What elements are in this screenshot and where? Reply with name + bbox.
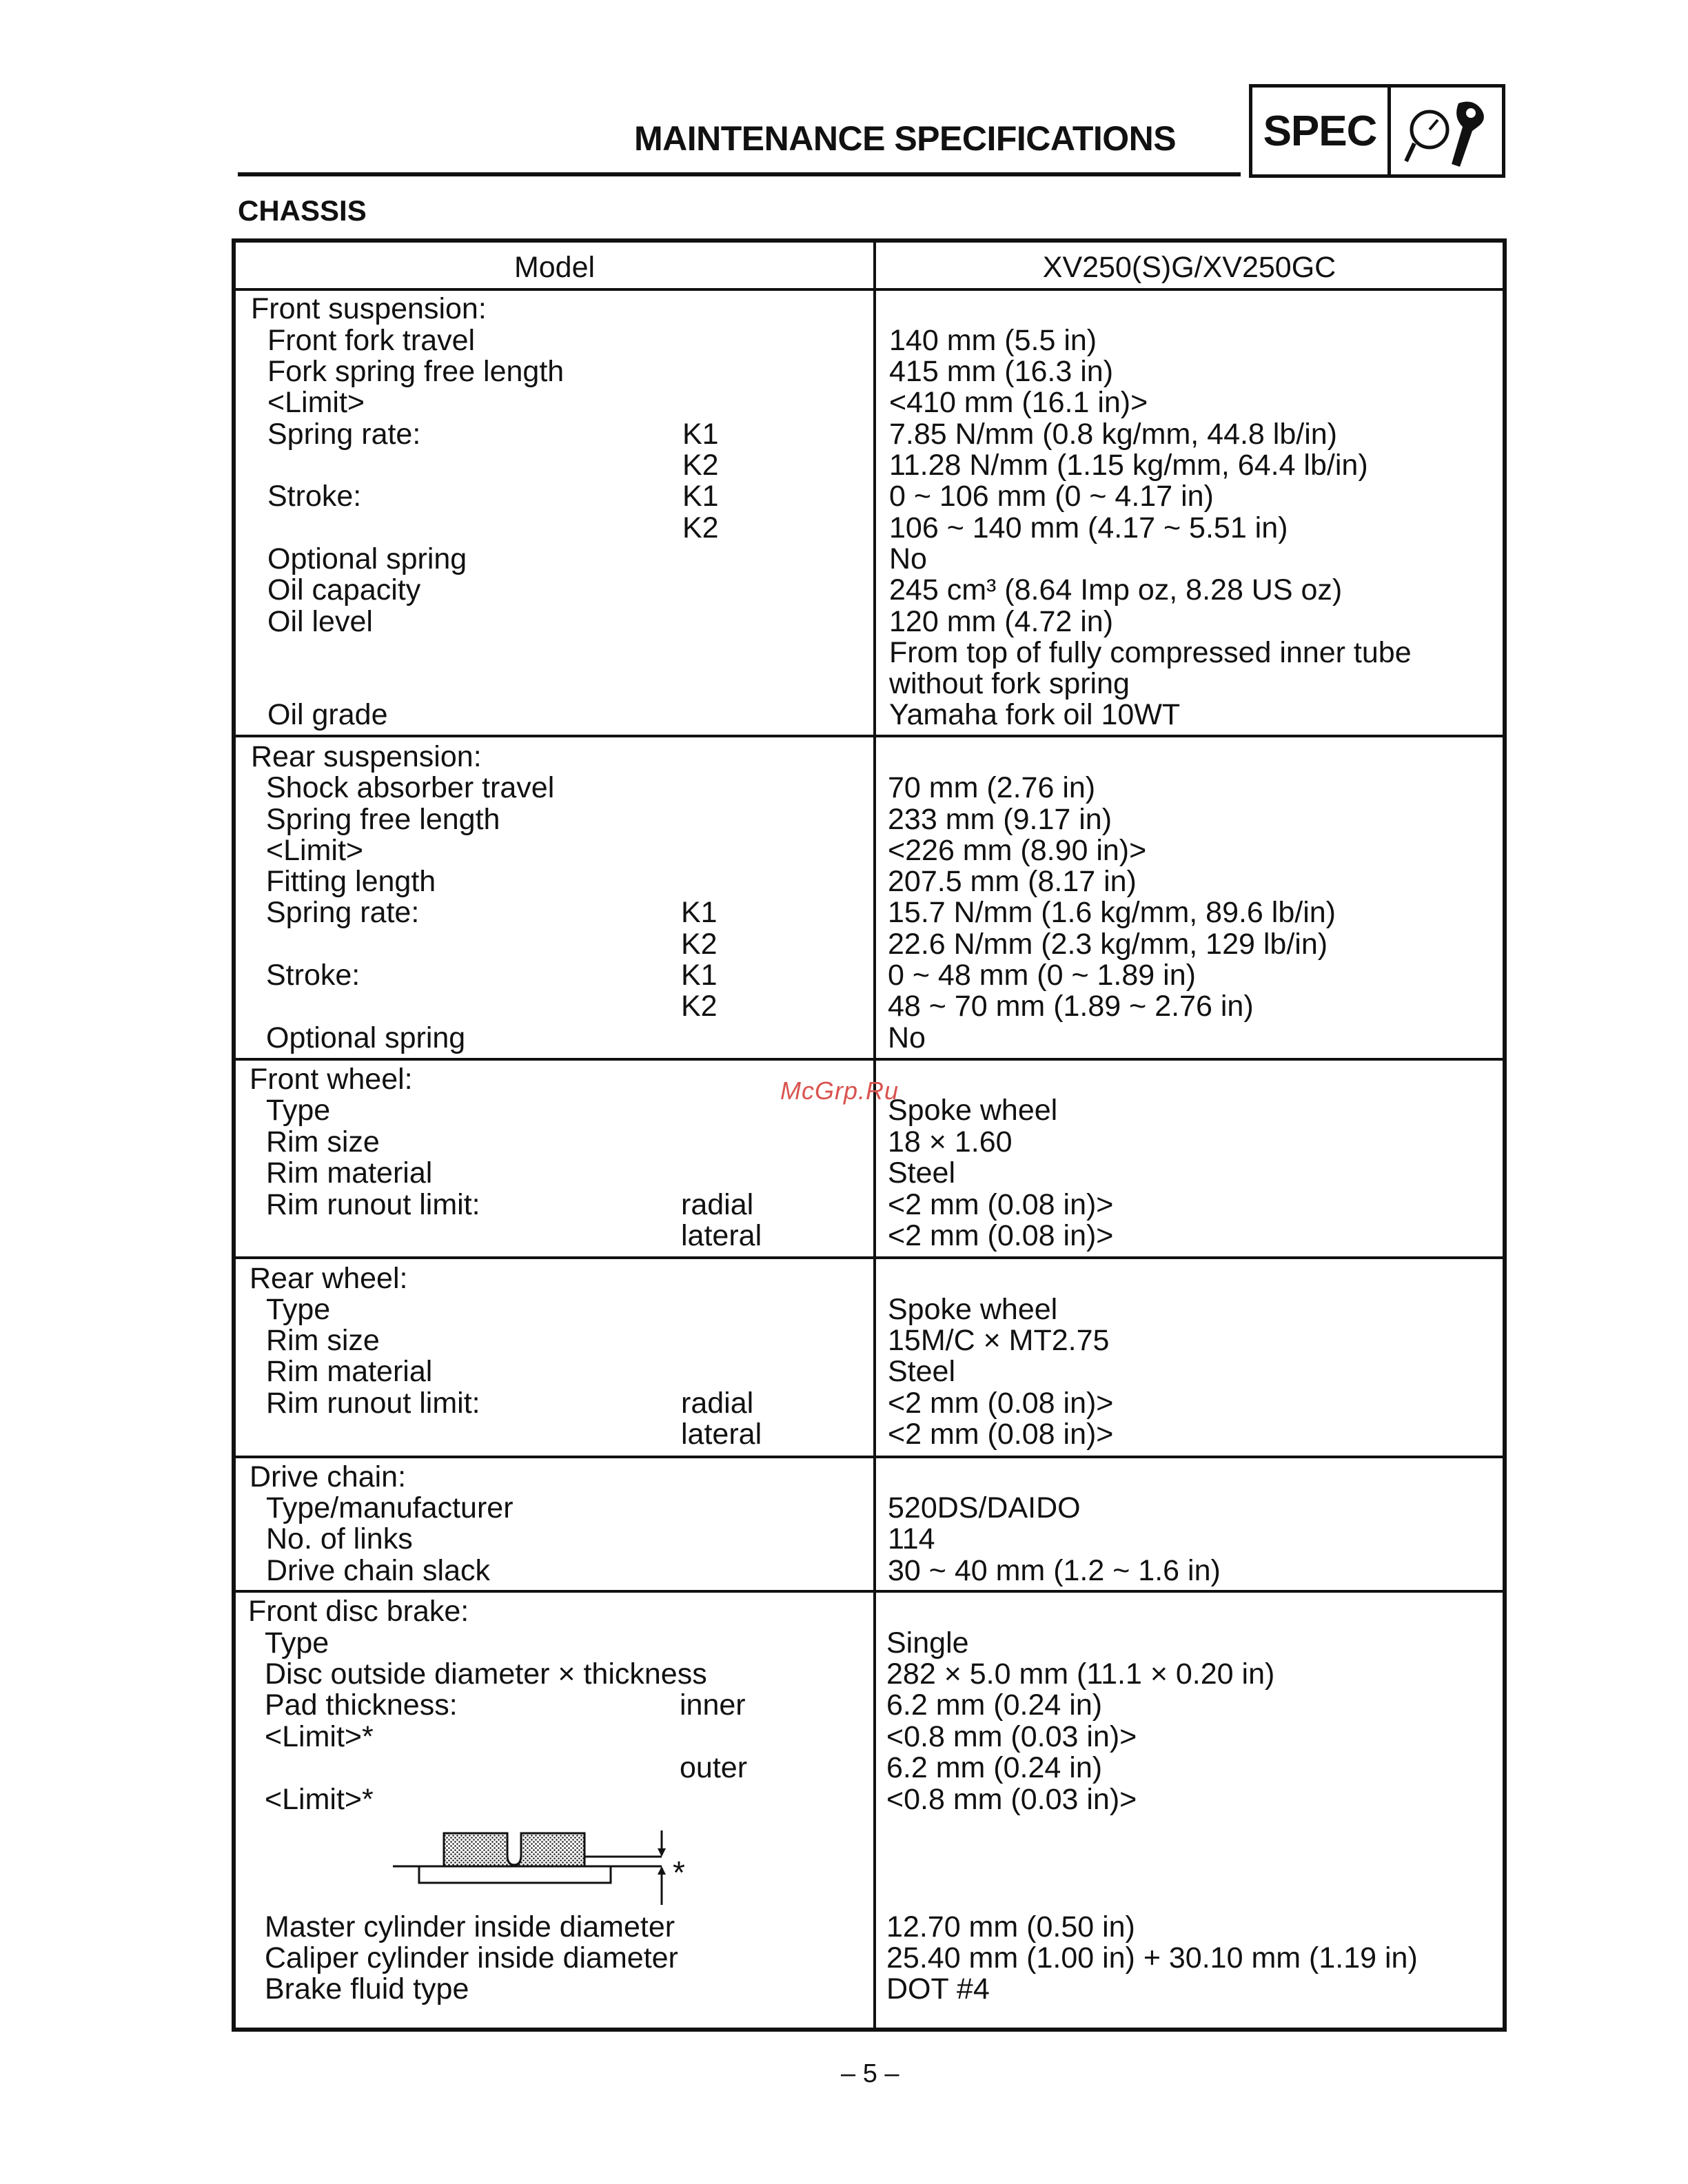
row-sub: K1 [681, 959, 718, 992]
row-value: 0 ~ 48 mm (0 ~ 1.89 in) [888, 959, 1196, 992]
spec-badge [1249, 84, 1505, 178]
row-value: <2 mm (0.08 in)> [888, 1418, 1114, 1451]
row-label: <Limit> [267, 386, 365, 419]
group-title: Front suspension: [251, 292, 487, 325]
row-value: <410 mm (16.1 in)> [889, 386, 1148, 419]
group-title: Front wheel: [250, 1063, 413, 1096]
row-label: Spring free length [266, 803, 500, 836]
row-label: Caliper cylinder inside diameter [265, 1941, 678, 1974]
row-value: 11.28 N/mm (1.15 kg/mm, 64.4 lb/in) [889, 449, 1368, 482]
row-value: 120 mm (4.72 in) [889, 605, 1114, 638]
row-value: <2 mm (0.08 in)> [888, 1219, 1114, 1252]
row-label: Drive chain slack [266, 1554, 490, 1587]
row-label: Optional spring [267, 542, 467, 575]
row-value: 15M/C × MT2.75 [888, 1324, 1110, 1357]
row-value: 207.5 mm (8.17 in) [888, 865, 1137, 898]
row-label: Rim runout limit: [266, 1188, 480, 1221]
row-value: 0 ~ 106 mm (0 ~ 4.17 in) [889, 480, 1214, 513]
row-label: Optional spring [266, 1021, 466, 1054]
row-label: Fork spring free length [267, 355, 565, 388]
group-divider [236, 1456, 1503, 1458]
row-label: Oil level [267, 605, 373, 638]
row-value: <226 mm (8.90 in)> [888, 834, 1147, 867]
row-label: Rim size [266, 1125, 380, 1159]
row-label: Oil grade [267, 698, 388, 731]
row-label: Rim material [266, 1156, 433, 1190]
row-value: 233 mm (9.17 in) [888, 803, 1112, 836]
title-underline [238, 172, 1241, 176]
row-sub: inner [680, 1688, 746, 1722]
spec-badge-label: SPEC [1252, 88, 1391, 174]
row-label: Pad thickness: [265, 1688, 458, 1722]
group-title: Drive chain: [250, 1460, 407, 1493]
row-sub: outer [680, 1751, 748, 1784]
row-label: Disc outside diameter × thickness [265, 1657, 707, 1691]
row-value: Yamaha fork oil 10WT [889, 698, 1181, 731]
row-sub: radial [681, 1387, 754, 1420]
brake-pad-diagram [386, 1830, 703, 1923]
row-label: Type [266, 1094, 331, 1127]
row-value: No [888, 1021, 926, 1054]
row-label: Master cylinder inside diameter [265, 1910, 675, 1943]
page-title: MAINTENANCE SPECIFICATIONS [634, 119, 1177, 158]
row-value: 70 mm (2.76 in) [888, 771, 1096, 804]
group-title: Rear wheel: [250, 1262, 408, 1295]
row-value: DOT #4 [886, 1972, 990, 2006]
row-label: Stroke: [266, 959, 360, 992]
row-value: 6.2 mm (0.24 in) [886, 1751, 1103, 1784]
page-number: – 5 – [841, 2059, 899, 2088]
header-divider [236, 288, 1503, 291]
row-label: Fitting length [266, 865, 436, 898]
section-title: CHASSIS [238, 194, 367, 227]
row-label: Front fork travel [267, 324, 476, 357]
row-value: 22.6 N/mm (2.3 kg/mm, 129 lb/in) [888, 928, 1328, 961]
group-title: Front disc brake: [248, 1595, 469, 1628]
group-divider [236, 735, 1503, 737]
row-sub: K1 [682, 480, 719, 513]
row-label: Brake fluid type [265, 1972, 469, 2006]
row-value: 18 × 1.60 [888, 1125, 1013, 1159]
row-value: 30 ~ 40 mm (1.2 ~ 1.6 in) [888, 1554, 1221, 1587]
row-value: without fork spring [889, 667, 1130, 700]
row-value: 15.7 N/mm (1.6 kg/mm, 89.6 lb/in) [888, 896, 1336, 929]
row-sub: K2 [681, 928, 718, 961]
row-sub: K2 [682, 449, 719, 482]
group-divider [236, 1256, 1503, 1259]
group-divider [236, 1590, 1503, 1593]
row-value: 140 mm (5.5 in) [889, 324, 1097, 357]
row-value: <0.8 mm (0.03 in)> [886, 1783, 1137, 1816]
row-label: <Limit> [266, 834, 364, 867]
row-label: No. of links [266, 1522, 413, 1555]
model-header: Model [513, 251, 596, 284]
diagram-asterisk: * [673, 1855, 685, 1890]
row-label: <Limit>* [265, 1783, 374, 1816]
row-value: 106 ~ 140 mm (4.17 ~ 5.51 in) [889, 511, 1288, 544]
row-value: 520DS/DAIDO [888, 1491, 1081, 1524]
row-label: Type [265, 1626, 329, 1660]
row-label: Stroke: [267, 480, 362, 513]
row-value: 48 ~ 70 mm (1.89 ~ 2.76 in) [888, 990, 1254, 1023]
value-header: XV250(S)G/XV250GC [1042, 251, 1336, 284]
spec-table [232, 238, 1507, 2032]
row-value: No [889, 542, 927, 575]
row-sub: lateral [681, 1219, 762, 1252]
row-label: Rim size [266, 1324, 380, 1357]
row-label: Type/manufacturer [266, 1491, 513, 1524]
row-value: 114 [888, 1522, 935, 1555]
row-value: 282 × 5.0 mm (11.1 × 0.20 in) [886, 1657, 1275, 1691]
row-value: 415 mm (16.3 in) [889, 355, 1114, 388]
column-divider [873, 243, 876, 2028]
group-title: Rear suspension: [251, 740, 482, 773]
row-sub: radial [681, 1188, 754, 1221]
row-label: Oil capacity [267, 573, 421, 606]
row-value: Steel [888, 1355, 956, 1388]
row-value: <2 mm (0.08 in)> [888, 1387, 1114, 1420]
row-value: 12.70 mm (0.50 in) [886, 1910, 1135, 1943]
watermark-text: McGrp.Ru [780, 1076, 899, 1105]
row-label: Rim runout limit: [266, 1387, 480, 1420]
row-value: 6.2 mm (0.24 in) [886, 1688, 1103, 1722]
row-value: Single [886, 1626, 969, 1660]
row-label: Shock absorber travel [266, 771, 555, 804]
gauge-wrench-icon [1391, 88, 1502, 174]
row-value: <2 mm (0.08 in)> [888, 1188, 1114, 1221]
row-label: Rim material [266, 1355, 433, 1388]
row-sub: K1 [681, 896, 718, 929]
row-value: From top of fully compressed inner tube [889, 636, 1412, 669]
row-label: <Limit>* [265, 1720, 374, 1753]
row-value: 245 cm³ (8.64 Imp oz, 8.28 US oz) [889, 573, 1343, 606]
row-value: 7.85 N/mm (0.8 kg/mm, 44.8 lb/in) [889, 418, 1337, 451]
group-divider [236, 1058, 1503, 1061]
row-sub: K2 [681, 990, 718, 1023]
row-value: Steel [888, 1156, 956, 1190]
row-label: Spring rate: [267, 418, 421, 451]
row-sub: lateral [681, 1418, 762, 1451]
row-sub: K1 [682, 418, 719, 451]
row-label: Type [266, 1293, 331, 1326]
row-value: 25.40 mm (1.00 in) + 30.10 mm (1.19 in) [886, 1941, 1418, 1974]
row-value: Spoke wheel [888, 1094, 1058, 1127]
row-label: Spring rate: [266, 896, 420, 929]
row-value: <0.8 mm (0.03 in)> [886, 1720, 1137, 1753]
row-sub: K2 [682, 511, 719, 544]
row-value: Spoke wheel [888, 1293, 1058, 1326]
